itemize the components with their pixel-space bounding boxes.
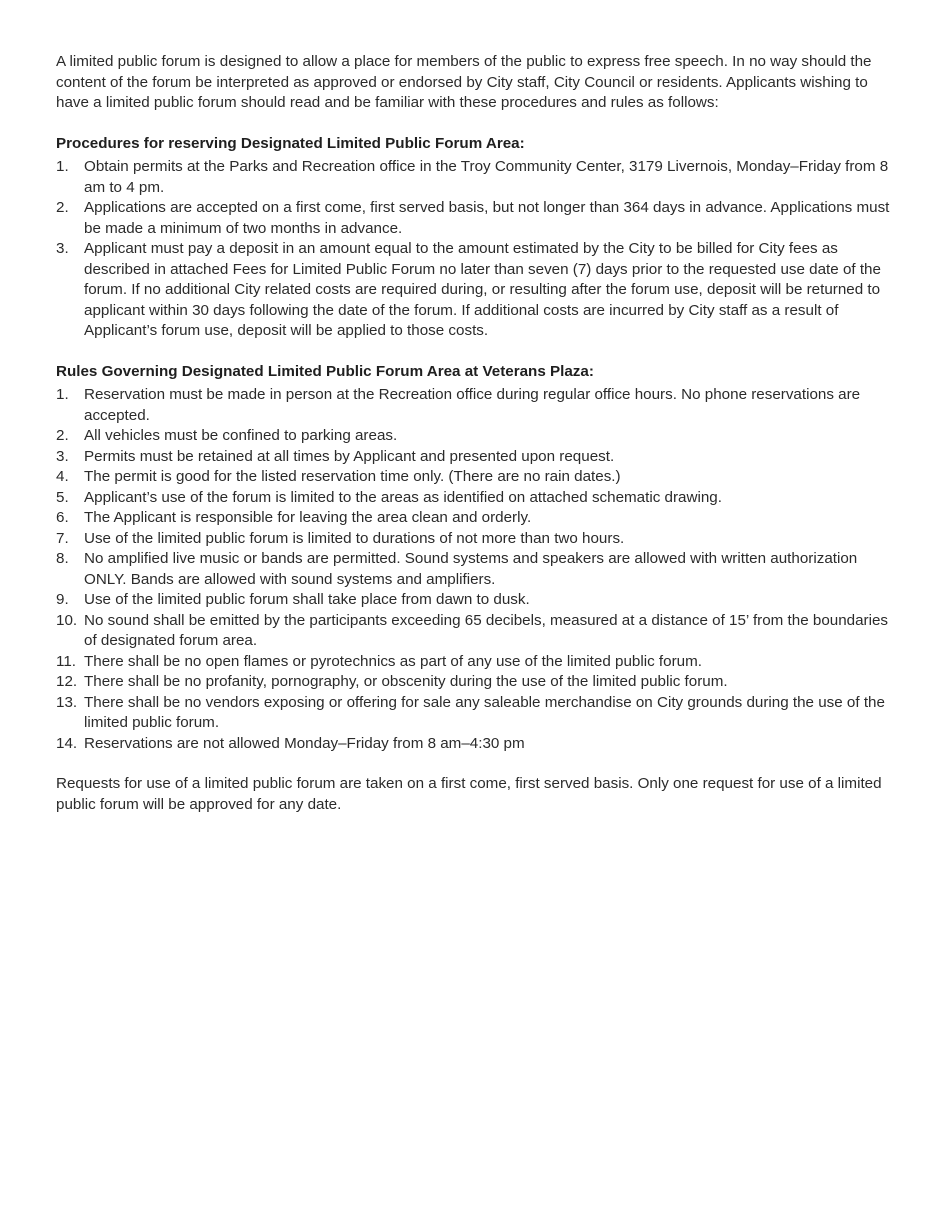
item-text: Use of the limited public forum shall take place from dawn to dusk. — [84, 591, 530, 608]
list-item — [56, 157, 892, 198]
item-text: There shall be no open flames or pyrotechnics as part of any use of the limited public forum. — [84, 652, 702, 670]
item-number: 3. — [56, 240, 69, 257]
item-number: 9. — [56, 591, 69, 608]
item-number: 12. — [56, 673, 78, 690]
item-text: Permits must be retained at all times by Applicant and presented upon request. — [84, 447, 615, 465]
list-item — [56, 508, 892, 529]
item-text: Applications are accepted on a first come, first served basis, but not longer than 364 days in advance. Applications must be made a minimum of two months in advance. — [84, 199, 890, 237]
document-page — [56, 52, 892, 815]
rules-list — [56, 385, 892, 754]
item-text: Reservations are not allowed Monday–Friday from 8 am–4:30 pm — [84, 734, 525, 752]
list-item — [56, 447, 892, 468]
list-item — [56, 529, 892, 550]
item-text: Applicant’s use of the forum is limited to the areas as identified on attached schematic drawing. — [84, 488, 722, 506]
item-text: No sound shall be emitted by the participants exceeding 65 decibels, measured at a distance of 15’ from the boundaries of designated forum area. — [84, 611, 889, 649]
list-item — [56, 652, 892, 673]
closing-paragraph: Requests for use of a limited public forum are taken on a first come, first served basis. Only one request for use of a limited public forum will be approved for any date. — [56, 775, 882, 813]
item-number: 8. — [56, 550, 69, 567]
item-number: 3. — [56, 447, 69, 465]
item-text: No amplified live music or bands are permitted. Sound systems and speakers are allowed with written authorization ONLY. Bands are allowed with sound systems and amplifiers. — [84, 550, 858, 588]
procedures-heading: Procedures for reserving Designated Limited Public Forum Area: — [56, 134, 525, 152]
list-item — [56, 590, 892, 611]
procedures-list — [56, 157, 892, 342]
list-item — [56, 734, 892, 755]
item-number: 1. — [56, 158, 69, 175]
item-text: There shall be no profanity, pornography, or obscenity during the use of the limited public forum. — [84, 673, 728, 690]
item-number: 7. — [56, 529, 69, 547]
list-item — [56, 385, 892, 426]
list-item — [56, 672, 892, 693]
item-number: 2. — [56, 427, 69, 444]
item-text: All vehicles must be confined to parking areas. — [84, 427, 398, 444]
item-number: 10. — [56, 611, 78, 629]
list-item — [56, 549, 892, 590]
item-number: 1. — [56, 386, 69, 403]
rules-heading: Rules Governing Designated Limited Public Forum Area at Veterans Plaza: — [56, 362, 594, 380]
item-text: The permit is good for the listed reservation time only. (There are no rain dates.) — [84, 468, 621, 485]
item-number: 13. — [56, 693, 78, 711]
list-item — [56, 239, 892, 342]
list-item — [56, 198, 892, 239]
item-number: 4. — [56, 468, 69, 485]
item-number: 6. — [56, 509, 69, 526]
item-number: 5. — [56, 488, 69, 506]
list-item — [56, 426, 892, 447]
intro-paragraph: A limited public forum is designed to allow a place for members of the public to express free speech. In no way should the content of the forum be interpreted as approved or endorsed by City staff, City Council or residents. Applicants wishing to have a limited public forum should read and be familiar with these procedures and rules as follows: — [56, 53, 872, 111]
item-number: 14. — [56, 734, 78, 752]
list-item — [56, 467, 892, 488]
item-text: Use of the limited public forum is limited to durations of not more than two hours. — [84, 529, 625, 547]
item-text: Reservation must be made in person at the Recreation office during regular office hours. No phone reservations are accepted. — [84, 386, 861, 424]
item-text: Obtain permits at the Parks and Recreation office in the Troy Community Center, 3179 Livernois, Monday–Friday from 8 am to 4 pm. — [84, 158, 889, 196]
item-number: 11. — [56, 652, 76, 670]
item-number: 2. — [56, 199, 69, 216]
item-text: Applicant must pay a deposit in an amount equal to the amount estimated by the City to be billed for City fees as described in attached Fees for Limited Public Forum no later than seven (7) days prior to the requested use date of the forum. If no additional City related costs are required during, or resulting after the forum use, deposit will be returned to applicant within 30 days following the date of the forum. If additional costs are incurred by City staff as a result of Applicant’s forum use, deposit will be applied to those costs. — [84, 240, 881, 339]
list-item — [56, 611, 892, 652]
list-item — [56, 488, 892, 509]
item-text: The Applicant is responsible for leaving the area clean and orderly. — [84, 509, 532, 526]
list-item — [56, 693, 892, 734]
item-text: There shall be no vendors exposing or offering for sale any saleable merchandise on City grounds during the use of the limited public forum. — [84, 693, 885, 731]
